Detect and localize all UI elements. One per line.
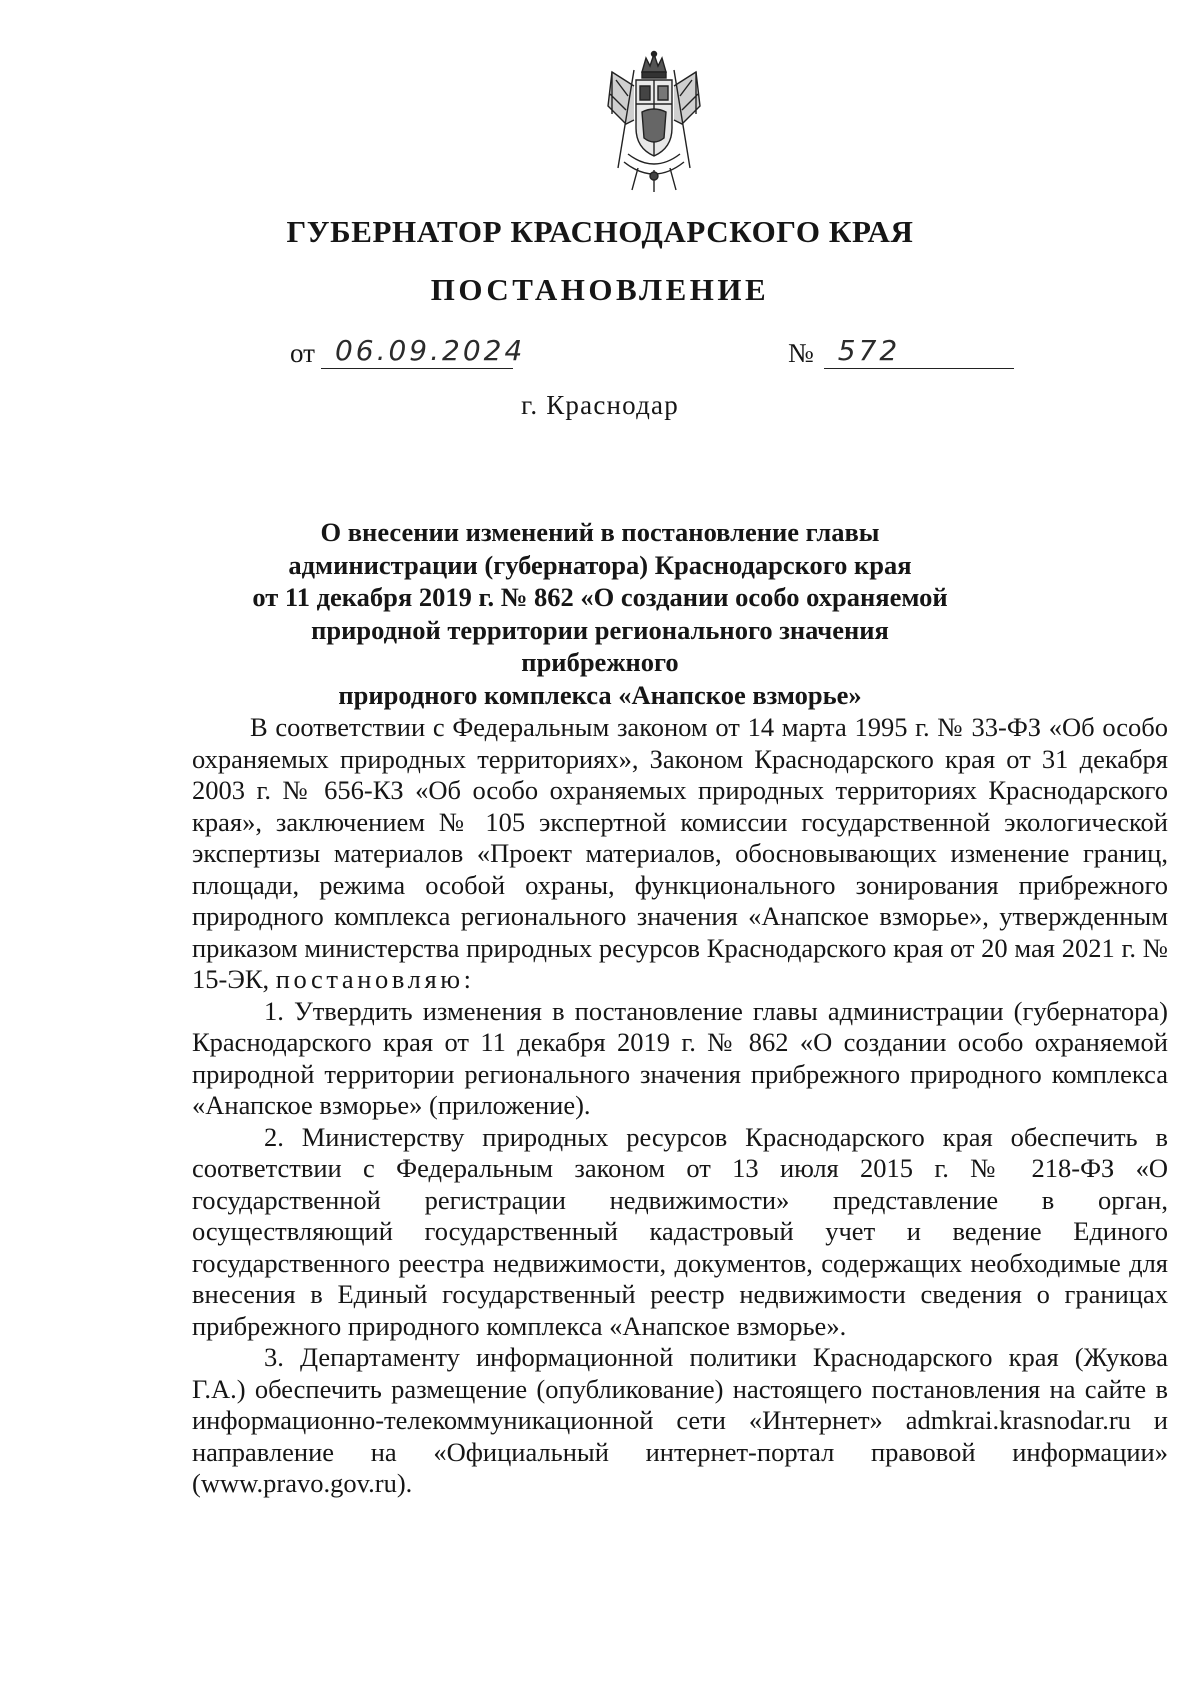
date-line (290, 334, 526, 369)
preamble-text: В соответствии с Федеральным законом от 14 марта 1995 г. № 33-ФЗ «Об особо охраняемых природных территориях», Законом Краснодарского края от 31 декабря 2003 г. № 656-КЗ «Об особо охраняемых природных территориях Краснодарского края», заключением № 105 экспертной комиссии государственной экологической экспертизы материалов «Проект материалов, обосновывающих изменение границ, площади, режима особой охраны, функционального зонирования прибрежного природного комплекса регионального значения «Анапское взморье», утвержденным приказом министерства природных ресурсов Краснодарского края от 20 мая 2021 г. № 15-ЭК, (192, 712, 1168, 994)
document-title (230, 516, 970, 711)
number-field (824, 334, 1014, 369)
item-1-paragraph: 1. Утвердить изменения в постановление главы администрации (губернатора) Краснодарского края от 11 декабря 2019 г. № 862 «О создании особо охраняемой природной территории регионального значения прибрежного природного комплекса «Анапское взморье» (приложение). (192, 995, 1168, 1120)
handwritten-number: 572 (837, 334, 901, 367)
document-type: ПОСТАНОВЛЕНИЕ (430, 272, 770, 307)
preamble-paragraph (192, 712, 1168, 996)
date-prefix: от (290, 338, 315, 368)
title-line: природной территории регионального значения прибрежного (311, 614, 889, 677)
item-2-paragraph: 2. Министерству природных ресурсов Краснодарского края обеспечить в соответствии с Федеральным законом от 13 июля 2015 г. № 218-ФЗ «О государственной регистрации недвижимости» представление в орган, осуществляющий государственный кадастровый учет и ведение Единого государственного реестра недвижимости, документов, содержащих необходимые для внесения в Единый государственный реестр недвижимости сведения о границах прибрежного природного комплекса «Анапское взморье». (192, 1121, 1168, 1341)
coat-of-arms-icon (598, 50, 710, 195)
title-line: О внесении изменений в постановление главы (320, 517, 880, 547)
title-line: природного комплекса «Анапское взморье» (338, 679, 862, 710)
issuing-authority: ГУБЕРНАТОР КРАСНОДАРСКОГО КРАЯ (286, 214, 914, 249)
title-line: администрации (губернатора) Краснодарского края (288, 549, 912, 580)
item-3-paragraph: 3. Департаменту информационной политики Краснодарского края (Жукова Г.А.) обеспечить размещение (опубликование) настоящего постановления на сайте в информационно-телекоммуникационной сети «Интернет» admkrai.krasnodar.ru и направление на «Официальный интернет-портал правовой информации» (www.pravo.gov.ru). (192, 1342, 1168, 1498)
handwritten-date: 06.09.2024 (334, 334, 526, 367)
city: г. Краснодар (521, 390, 679, 420)
title-line: от 11 декабря 2019 г. № 862 «О создании особо охраняемой (252, 582, 948, 612)
number-prefix: № (788, 338, 814, 368)
resolution-word: постановляю: (275, 964, 475, 994)
document-body (192, 712, 1168, 1500)
date-field (321, 334, 526, 369)
number-line (788, 334, 1014, 369)
